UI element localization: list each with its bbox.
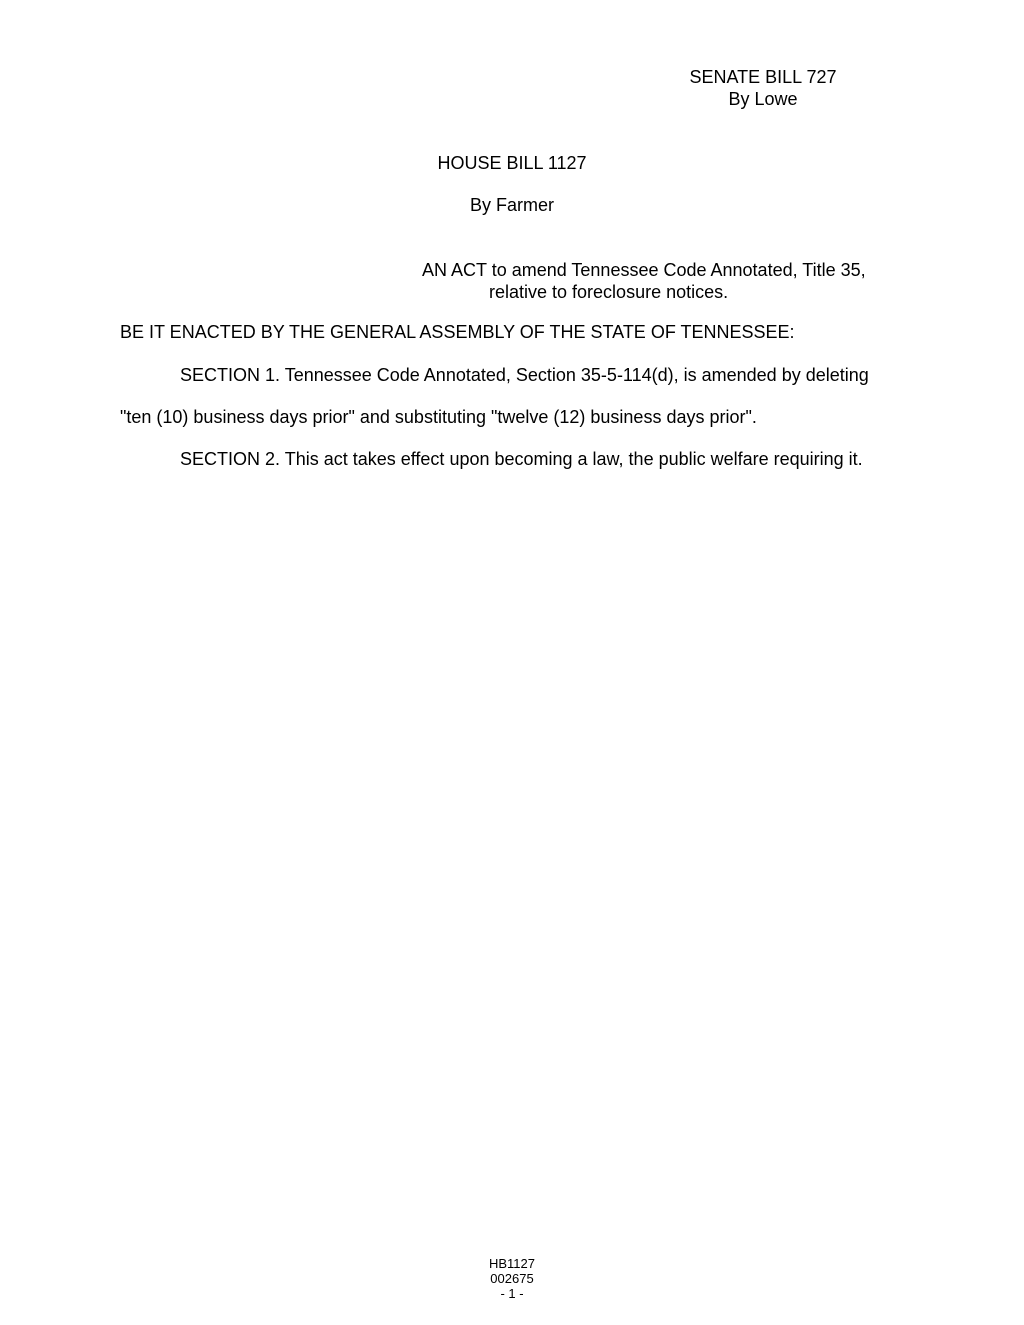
senate-bill-number: SENATE BILL 727: [689, 67, 837, 87]
senate-bill-block: [663, 66, 863, 110]
page-footer: [462, 1256, 562, 1301]
senate-sponsor: By Lowe: [728, 89, 798, 109]
footer-bill-code: HB1127: [488, 1256, 535, 1271]
caption-line-1: AN ACT to amend Tennessee Code Annotated, Title 35,: [422, 260, 866, 280]
house-bill-number: HOUSE BILL 1127: [437, 153, 587, 173]
footer-doc-number: 002675: [490, 1271, 534, 1286]
caption-line-2: relative to foreclosure notices.: [489, 282, 729, 302]
footer-page-number: - 1 -: [500, 1286, 524, 1301]
house-sponsor: By Farmer: [469, 195, 554, 215]
enacting-clause: BE IT ENACTED BY THE GENERAL ASSEMBLY OF THE STATE OF TENNESSEE:: [120, 322, 795, 342]
section-1-line-1: SECTION 1. Tennessee Code Annotated, Section 35-5-114(d), is amended by deleting: [180, 365, 869, 385]
section-2-line-1: SECTION 2. This act takes effect upon becoming a law, the public welfare requiring it.: [180, 449, 863, 469]
section-1-line-2: "ten (10) business days prior" and substituting "twelve (12) business days prior".: [120, 407, 757, 427]
